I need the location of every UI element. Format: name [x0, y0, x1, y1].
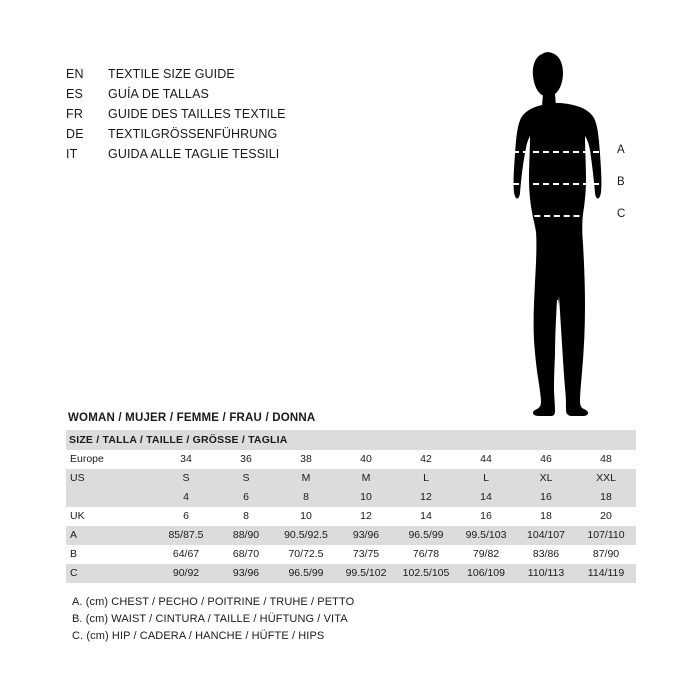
- row-label-a: A: [66, 526, 156, 545]
- cell-europe-1: 36: [216, 450, 276, 469]
- cell-usnum-4: 12: [396, 488, 456, 507]
- cell-usnum-2: 8: [276, 488, 336, 507]
- table-group-header: WOMAN / MUJER / FEMME / FRAU / DONNA: [68, 412, 316, 424]
- cell-us-7: XXL: [576, 469, 636, 488]
- table-row-europe: [66, 450, 636, 469]
- title-text-es: GUÍA DE TALLAS: [108, 87, 209, 101]
- cell-uk-0: 6: [156, 507, 216, 526]
- cell-europe-2: 38: [276, 450, 336, 469]
- cell-b-3: 73/75: [336, 545, 396, 564]
- language-code-en: EN: [66, 67, 84, 81]
- figure-illustration: [455, 50, 665, 430]
- cell-b-4: 76/78: [396, 545, 456, 564]
- cell-us-2: M: [276, 469, 336, 488]
- cell-b-2: 70/72.5: [276, 545, 336, 564]
- cell-europe-5: 44: [456, 450, 516, 469]
- title-row-es: [66, 84, 446, 104]
- legend-line-a: A. (cm) CHEST / PECHO / POITRINE / TRUHE / PETTO: [72, 596, 355, 608]
- cell-b-1: 68/70: [216, 545, 276, 564]
- row-label-us: US: [66, 469, 156, 488]
- cell-b-6: 83/86: [516, 545, 576, 564]
- cell-a-7: 107/110: [576, 526, 636, 545]
- measure-line-a: [513, 151, 599, 153]
- cell-c-5: 106/109: [456, 564, 516, 583]
- table-row-us: [66, 469, 636, 488]
- row-label-europe: Europe: [66, 450, 156, 469]
- title-row-en: [66, 64, 446, 84]
- cell-uk-6: 18: [516, 507, 576, 526]
- cell-a-3: 93/96: [336, 526, 396, 545]
- cell-uk-3: 12: [336, 507, 396, 526]
- cell-b-5: 79/82: [456, 545, 516, 564]
- cell-a-5: 99.5/103: [456, 526, 516, 545]
- cell-usnum-3: 10: [336, 488, 396, 507]
- title-text-fr: GUIDE DES TAILLES TEXTILE: [108, 107, 286, 121]
- cell-europe-3: 40: [336, 450, 396, 469]
- cell-b-0: 64/67: [156, 545, 216, 564]
- cell-europe-6: 46: [516, 450, 576, 469]
- measure-label-b: B: [617, 176, 625, 188]
- cell-usnum-0: 4: [156, 488, 216, 507]
- table-row-b: [66, 545, 636, 564]
- cell-b-7: 87/90: [576, 545, 636, 564]
- cell-usnum-5: 14: [456, 488, 516, 507]
- measure-line-b: [513, 183, 599, 185]
- title-row-de: [66, 124, 446, 144]
- cell-c-0: 90/92: [156, 564, 216, 583]
- cell-c-4: 102.5/105: [396, 564, 456, 583]
- cell-c-7: 114/119: [576, 564, 636, 583]
- cell-uk-5: 16: [456, 507, 516, 526]
- cell-usnum-7: 18: [576, 488, 636, 507]
- cell-usnum-1: 6: [216, 488, 276, 507]
- row-label-b: B: [66, 545, 156, 564]
- cell-a-4: 96.5/99: [396, 526, 456, 545]
- measure-line-c: [505, 215, 599, 217]
- row-label-c: C: [66, 564, 156, 583]
- title-row-it: [66, 144, 446, 164]
- size-table: [66, 450, 636, 583]
- cell-a-0: 85/87.5: [156, 526, 216, 545]
- table-row-uk: [66, 507, 636, 526]
- language-code-it: IT: [66, 147, 78, 161]
- measure-label-a: A: [617, 144, 625, 156]
- cell-uk-7: 20: [576, 507, 636, 526]
- legend-line-b: B. (cm) WAIST / CINTURA / TAILLE / HÜFTUNG / VITA: [72, 613, 348, 625]
- title-text-de: TEXTILGRÖSSENFÜHRUNG: [108, 127, 278, 141]
- cell-europe-4: 42: [396, 450, 456, 469]
- table-row-us-numeric: [66, 488, 636, 507]
- cell-usnum-6: 16: [516, 488, 576, 507]
- legend-block: [72, 594, 572, 645]
- cell-us-5: L: [456, 469, 516, 488]
- cell-uk-4: 14: [396, 507, 456, 526]
- table-row-c: [66, 564, 636, 583]
- language-code-de: DE: [66, 127, 84, 141]
- cell-us-4: L: [396, 469, 456, 488]
- cell-uk-2: 10: [276, 507, 336, 526]
- row-label-us-numeric: [66, 488, 156, 507]
- cell-c-6: 110/113: [516, 564, 576, 583]
- table-row-a: [66, 526, 636, 545]
- title-block: [66, 64, 446, 164]
- legend-line-c: C. (cm) HIP / CADERA / HANCHE / HÜFTE / HIPS: [72, 630, 325, 642]
- language-code-es: ES: [66, 87, 84, 101]
- cell-us-3: M: [336, 469, 396, 488]
- title-text-it: GUIDA ALLE TAGLIE TESSILI: [108, 147, 280, 161]
- cell-a-6: 104/107: [516, 526, 576, 545]
- measure-label-c: C: [617, 208, 626, 220]
- title-text-en: TEXTILE SIZE GUIDE: [108, 67, 235, 81]
- cell-uk-1: 8: [216, 507, 276, 526]
- cell-us-0: S: [156, 469, 216, 488]
- language-code-fr: FR: [66, 107, 84, 121]
- size-table-area: [66, 412, 636, 583]
- cell-a-1: 88/90: [216, 526, 276, 545]
- cell-c-2: 96.5/99: [276, 564, 336, 583]
- title-row-fr: [66, 104, 446, 124]
- cell-us-6: XL: [516, 469, 576, 488]
- cell-c-3: 99.5/102: [336, 564, 396, 583]
- row-label-uk: UK: [66, 507, 156, 526]
- cell-c-1: 93/96: [216, 564, 276, 583]
- cell-us-1: S: [216, 469, 276, 488]
- table-size-header: SIZE / TALLA / TAILLE / GRÖSSE / TAGLIA: [66, 430, 636, 450]
- cell-europe-0: 34: [156, 450, 216, 469]
- cell-europe-7: 48: [576, 450, 636, 469]
- female-silhouette-icon: [485, 50, 615, 420]
- cell-a-2: 90.5/92.5: [276, 526, 336, 545]
